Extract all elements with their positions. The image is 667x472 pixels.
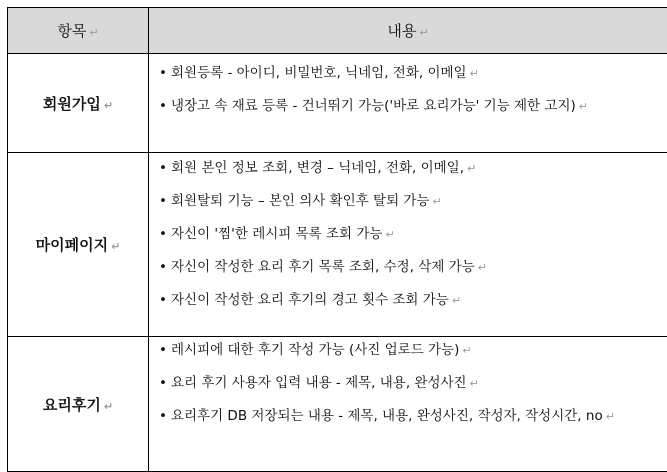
item-label: 회원가입 (43, 95, 101, 113)
content-cell (149, 54, 667, 153)
return-mark: ↵ (470, 377, 479, 390)
list-item-text: 회원 본인 정보 조회, 변경 – 닉네임, 전화, 이메일, (171, 160, 464, 176)
table-row (8, 153, 667, 337)
list-item (159, 159, 661, 178)
bullet-icon: • (159, 408, 167, 424)
bullet-icon: • (159, 341, 167, 360)
bullet-icon: • (159, 192, 167, 211)
list-item (159, 374, 661, 393)
table-row (8, 54, 667, 153)
list-item (159, 97, 661, 116)
list-item-text: 요리 후기 사용자 입력 내용 - 제목, 내용, 완성사진 (171, 375, 467, 391)
return-mark: ↵ (104, 99, 113, 112)
list-item (159, 407, 661, 426)
return-mark: ↵ (385, 228, 394, 241)
item-cell (8, 54, 149, 153)
item-cell (8, 337, 149, 472)
list-item-text: 회원탈퇴 기능 – 본인 의사 확인후 탈퇴 가능 (171, 193, 430, 209)
return-mark: ↵ (419, 26, 428, 39)
return-mark: ↵ (452, 294, 461, 307)
return-mark: ↵ (104, 400, 113, 413)
list-item-text: 자신이 작성한 요리 후기의 경고 횟수 조회 가능 (171, 292, 449, 308)
return-mark: ↵ (470, 67, 479, 80)
list-item-text: 냉장고 속 재료 등록 - 건너뛰기 가능('바로 요리가능' 기능 제한 고지) (171, 98, 576, 114)
return-mark: ↵ (579, 100, 588, 113)
header-content (149, 8, 667, 54)
list-item (159, 258, 661, 277)
header-content-label: 내용 (387, 22, 416, 40)
list-item (159, 341, 661, 360)
item-label: 마이페이지 (36, 236, 108, 254)
list-item-text: 자신이 작성한 요리 후기 목록 조회, 수정, 삭제 가능 (171, 259, 475, 275)
list-item (159, 291, 661, 310)
content-cell (149, 337, 667, 472)
table-row (8, 337, 667, 472)
bullet-icon: • (159, 258, 167, 277)
content-cell (149, 153, 667, 337)
return-mark: ↵ (606, 410, 615, 423)
list-item (159, 192, 661, 211)
item-label: 요리후기 (43, 396, 101, 414)
return-mark: ↵ (478, 261, 487, 274)
bullet-icon: • (159, 374, 167, 393)
list-item (159, 64, 661, 83)
bullet-icon: • (159, 225, 167, 244)
return-mark: ↵ (89, 26, 98, 39)
return-mark: ↵ (462, 344, 471, 357)
header-item-label: 항목 (57, 22, 86, 40)
list-item-text: 레시피에 대한 후기 작성 가능 (사진 업로드 가능) (171, 342, 459, 358)
bullet-icon: • (159, 64, 167, 83)
list-item-text: 회원등록 - 아이디, 비밀번호, 닉네임, 전화, 이메일 (171, 65, 467, 81)
list-item (159, 225, 661, 244)
item-cell (8, 153, 149, 337)
bullet-icon: • (159, 291, 167, 310)
bullet-icon: • (159, 98, 167, 114)
return-mark: ↵ (433, 195, 442, 208)
bullet-icon: • (159, 159, 167, 178)
header-item (8, 8, 149, 54)
list-item-text: 요리후기 DB 저장되는 내용 - 제목, 내용, 완성사진, 작성자, 작성시간, no (171, 408, 603, 424)
spec-table (7, 7, 667, 472)
list-item-text: 자신이 '찜'한 레시피 목록 조회 가능 (171, 226, 382, 242)
table-header-row (8, 8, 667, 54)
return-mark: ↵ (111, 240, 120, 253)
return-mark: ↵ (467, 162, 476, 175)
